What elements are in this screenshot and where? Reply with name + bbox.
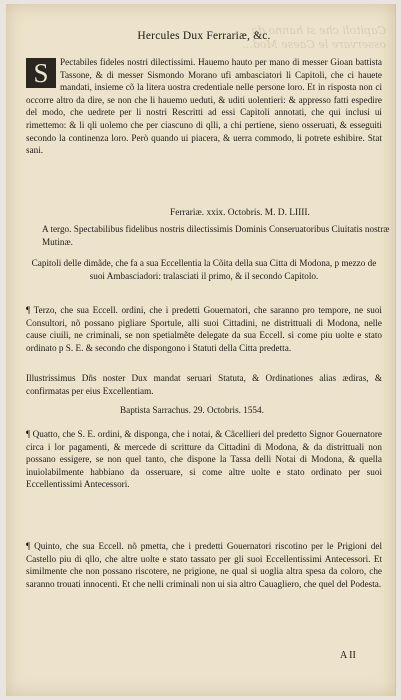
item-text: Quinto, che sua Eccell. nõ pmetta, che i predetti Gouernatori riscotino per le Prigioni del Castello piu di qllo, che altre uolte e stato tassato per gli suoi Eccellentissimi Antecessori. Et similmente che non possano riscotere, ne prigione, ne qual si uoglia altra spesa da coloro, che saranno trouati innocenti. Et che nelli criminali non ui sia altro Cauagliero, che quel del Podesta. (26, 541, 383, 589)
item-quinto (26, 540, 382, 590)
item-text: Quatto, che S. E. ordini, & disponga, che i notai, & Cãcellieri del predetto Signor Gouernatore circa i lor pagamenti, & mercede di scritture da Cittadini di Modona, & da distrittuali non possano essigere, se non quel tanto, che dispone la Tassa delli Notai di Modona, & quella inuiolabilmente habbiano da osseruare, si come altre uolte e stato ordinato per suoi Eccellentissimi Antecessori. (26, 429, 383, 490)
running-header: Hercules Dux Ferrariæ, &c. (137, 30, 271, 42)
letter-address: A tergo. Spectabilibus fidelibus nostris dilectissimis Dominis Conseruatoribus Ciuitatis nostræ Mutinæ. (42, 224, 390, 247)
ducal-rescript: Illustrissimus Dñs noster Dux mandat seruari Statuta, & Ordinationes alias ædiras, & confirmatas per eius Excellentiam. (26, 373, 382, 396)
capitoli-title: Capitoli delle dimãde, che fa a sua Eccellentia la Cõita della sua Citta di Modona, p mezzo de suoi Ambasciadori: tralasciati il primo, & il secondo Capitolo. (31, 258, 377, 281)
letter-date: Ferrariæ. xxix. Octobris. M. D. LIIII. (170, 208, 310, 218)
paragraph-mark-icon: ¶ (26, 541, 31, 551)
letter-text: Pectabiles fideles nostri dilectissimi. Hauemo hauto per mano di messer Gioan battista Tassone, & di messer Sismondo Morano ufi ambasciatori li Capitoli, che ci hauete mandati, insieme cõ la litera uostra credentiale nelle persone loro. Et in risposta non ci occorre altro da dire, se non che li hauemo ueduti, & uditi uolentieri: & appresso fatti espedire del modo, che uedrete per li nostri Rescritti ad essi Capitoli annotati, che qui inclusi ui rimettemo: & li qli uolemo che per ciascuno di qlli, a chi pertiene, sieno osseruati, & esseguiti secondo la continenza loro. Però quando ui piacera, & uerra commodo, li potrete eshibire. Stat sani. (26, 57, 382, 156)
item-terzo (26, 304, 382, 354)
drop-cap: S (26, 58, 56, 88)
rescript-signature: Baptista Sarrachus. 29. Octobris. 1554. (120, 405, 264, 415)
paragraph-mark-icon: ¶ (26, 305, 31, 315)
item-quarto (26, 428, 382, 491)
paragraph-mark-icon: ¶ (26, 429, 31, 439)
signature-mark: A II (340, 650, 356, 661)
letter-body (26, 56, 382, 157)
bleed-through-text: Capitoli che si hanno da osservare le Caese Mod... (242, 24, 386, 51)
item-text: Terzo, che sua Eccell. ordini, che i predetti Gouernatori, che saranno pro tempore, ne suoi Consultori, nõ possano pigliare Sportule, alli suoi Cittadini, ne distrittuali di Modona, nelle cause ciuili, ne criminali, se non spetialmẽte delegate da sua Eccell. si come piu uolte e stato ordinato p S. E. & secondo che dispongono i Statuti della Citta predetta. (26, 305, 382, 353)
